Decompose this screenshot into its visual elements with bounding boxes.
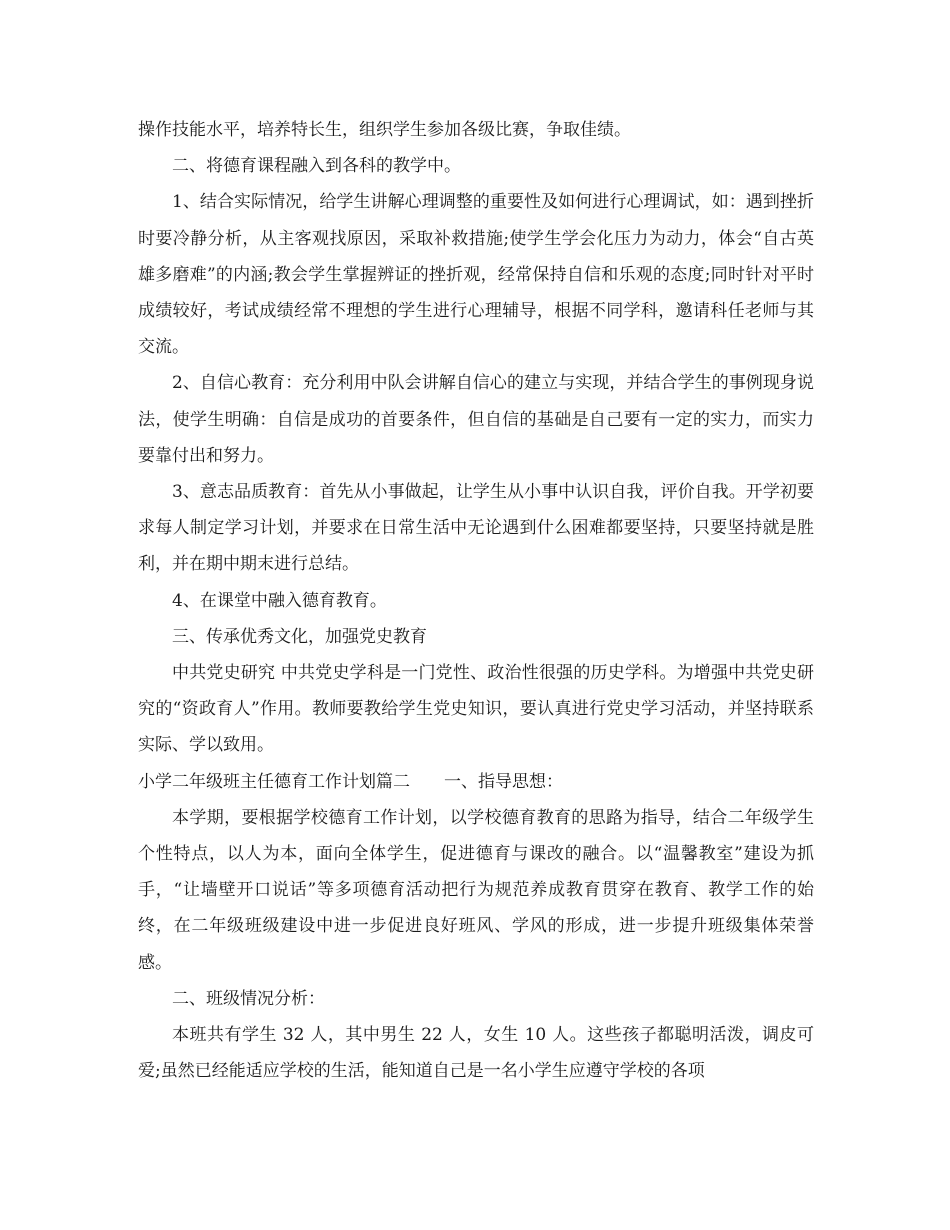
paragraph-3: 1、结合实际情况，给学生讲解心理调整的重要性及如何进行心理调试，如：遇到挫折时要冷静分析，从主客观找原因，采取补救措施;使学生学会化压力为动力，体会“自古英雄多磨难”的内涵;教会学生掌握辨证的挫折观，经常保持自信和乐观的态度;同时针对平时成绩较好，考试成绩经常不理想的学生进行心理辅导，根据不同学科，邀请科任老师与其交流。 [138, 192, 814, 358]
paragraph-4: 2、自信心教育：充分利用中队会讲解自信心的建立与实现，并结合学生的事例现身说法，使学生明确：自信是成功的首要条件，但自信的基础是自己要有一定的实力，而实力要靠付出和努力。 [138, 373, 814, 466]
paragraph-6: 4、在课堂中融入德育教育。 [172, 590, 387, 611]
paragraph-11: 二、班级情况分析： [172, 988, 325, 1009]
document-page [138, 112, 814, 1089]
section-heading: 小学二年级班主任德育工作计划篇二 一、指导思想： [138, 771, 563, 792]
paragraph-7: 三、传承优秀文化，加强党史教育 [172, 626, 427, 647]
paragraph-12: 本班共有学生 32 人，其中男生 22 人，女生 10 人。这些孩子都聪明活泼，调皮可爱;虽然已经能适应学校的生活，能知道自己是一名小学生应遵守学校的各项 [138, 1025, 814, 1082]
paragraph-1: 操作技能水平，培养特长生，组织学生参加各级比赛，争取佳绩。 [138, 120, 631, 140]
paragraph-5: 3、意志品质教育：首先从小事做起，让学生从小事中认识自我，评价自我。开学初要求每人制定学习计划，并要求在日常生活中无论遇到什么困难都要坚持，只要坚持就是胜利，并在期中期末进行总结。 [138, 482, 814, 575]
paragraph-10: 本学期，要根据学校德育工作计划，以学校德育教育的思路为指导，结合二年级学生个性特点，以人为本，面向全体学生，促进德育与课改的融合。以“温馨教室”建设为抓手，“让墙壁开口说话”等多项德育活动把行为规范养成教育贯穿在教育、教学工作的始终，在二年级班级建设中进一步促进良好班风、学风的形成，进一步提升班级集体荣誉感。 [138, 807, 814, 973]
paragraph-2: 二、将德育课程融入到各科的教学中。 [172, 156, 461, 177]
paragraph-8: 中共党史研究 中共党史学科是一门党性、政治性很强的历史学科。为增强中共党史研究的“资政育人”作用。教师要教给学生党史知识，要认真进行党史学习活动，并坚持联系实际、学以致用。 [138, 663, 814, 756]
